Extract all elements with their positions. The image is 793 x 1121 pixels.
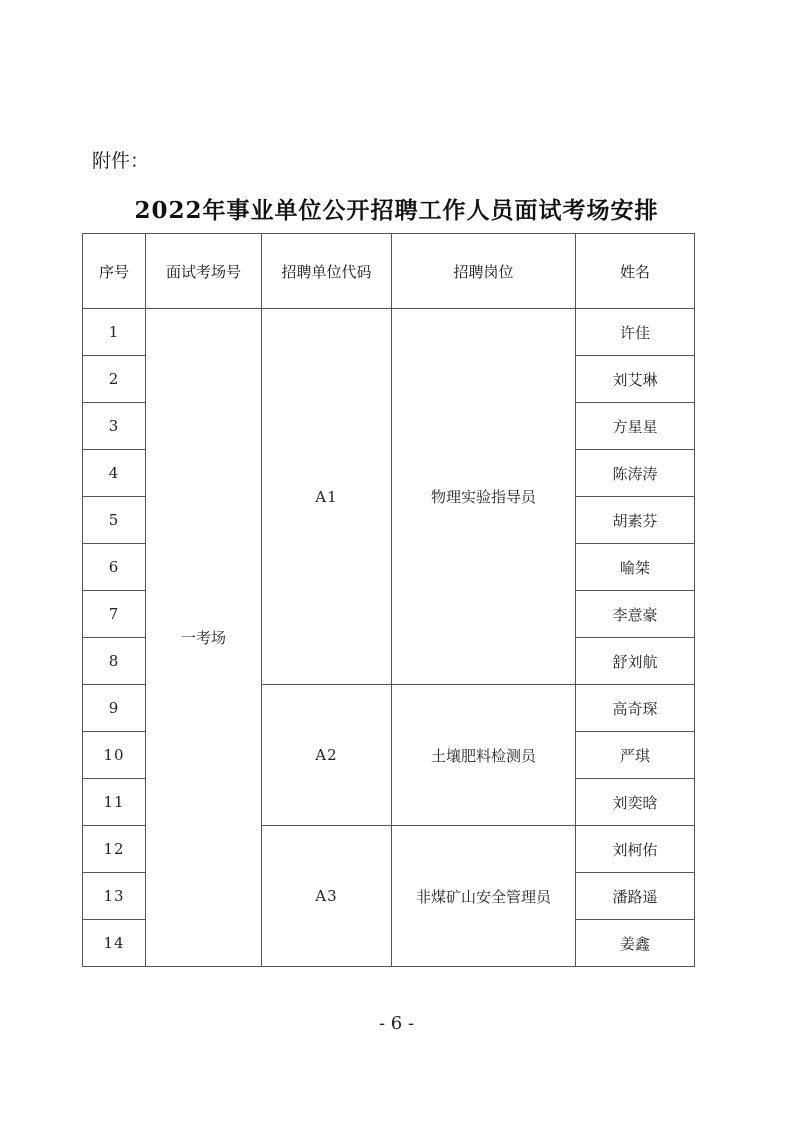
cell-index: 9 — [83, 685, 146, 732]
cell-name: 姜鑫 — [576, 920, 695, 967]
cell-name: 喻桀 — [576, 544, 695, 591]
cell-name: 许佳 — [576, 309, 695, 356]
cell-index: 4 — [83, 450, 146, 497]
cell-name: 陈涛涛 — [576, 450, 695, 497]
cell-unit-code: A3 — [262, 826, 392, 967]
cell-name: 胡素芬 — [576, 497, 695, 544]
column-header-unit-code: 招聘单位代码 — [262, 234, 392, 309]
table-header-row — [83, 234, 695, 309]
cell-name: 潘路遥 — [576, 873, 695, 920]
cell-index: 10 — [83, 732, 146, 779]
cell-index: 8 — [83, 638, 146, 685]
cell-position: 物理实验指导员 — [392, 309, 576, 685]
cell-unit-code: A2 — [262, 685, 392, 826]
cell-index: 1 — [83, 309, 146, 356]
interview-schedule-table — [82, 233, 695, 967]
cell-index: 13 — [83, 873, 146, 920]
cell-name: 刘奕晗 — [576, 779, 695, 826]
document-title: 2022年事业单位公开招聘工作人员面试考场安排 — [134, 197, 659, 224]
cell-unit-code: A1 — [262, 309, 392, 685]
cell-index: 7 — [83, 591, 146, 638]
cell-index: 5 — [83, 497, 146, 544]
table-body — [83, 309, 695, 967]
attachment-label: 附件： — [92, 150, 150, 172]
cell-room: 一考场 — [146, 309, 262, 967]
cell-index: 2 — [83, 356, 146, 403]
cell-index: 6 — [83, 544, 146, 591]
page-number: - 6 - — [378, 1013, 415, 1034]
cell-name: 严琪 — [576, 732, 695, 779]
column-header-position: 招聘岗位 — [392, 234, 576, 309]
table-row — [83, 309, 695, 356]
column-header-index: 序号 — [83, 234, 146, 309]
cell-index: 3 — [83, 403, 146, 450]
column-header-name: 姓名 — [576, 234, 695, 309]
cell-index: 14 — [83, 920, 146, 967]
cell-index: 11 — [83, 779, 146, 826]
cell-index: 12 — [83, 826, 146, 873]
cell-name: 李意豪 — [576, 591, 695, 638]
cell-name: 方星星 — [576, 403, 695, 450]
cell-position: 非煤矿山安全管理员 — [392, 826, 576, 967]
cell-name: 高奇琛 — [576, 685, 695, 732]
cell-position: 土壤肥料检测员 — [392, 685, 576, 826]
cell-name: 刘艾琳 — [576, 356, 695, 403]
cell-name: 舒刘航 — [576, 638, 695, 685]
cell-name: 刘柯佑 — [576, 826, 695, 873]
column-header-room: 面试考场号 — [146, 234, 262, 309]
